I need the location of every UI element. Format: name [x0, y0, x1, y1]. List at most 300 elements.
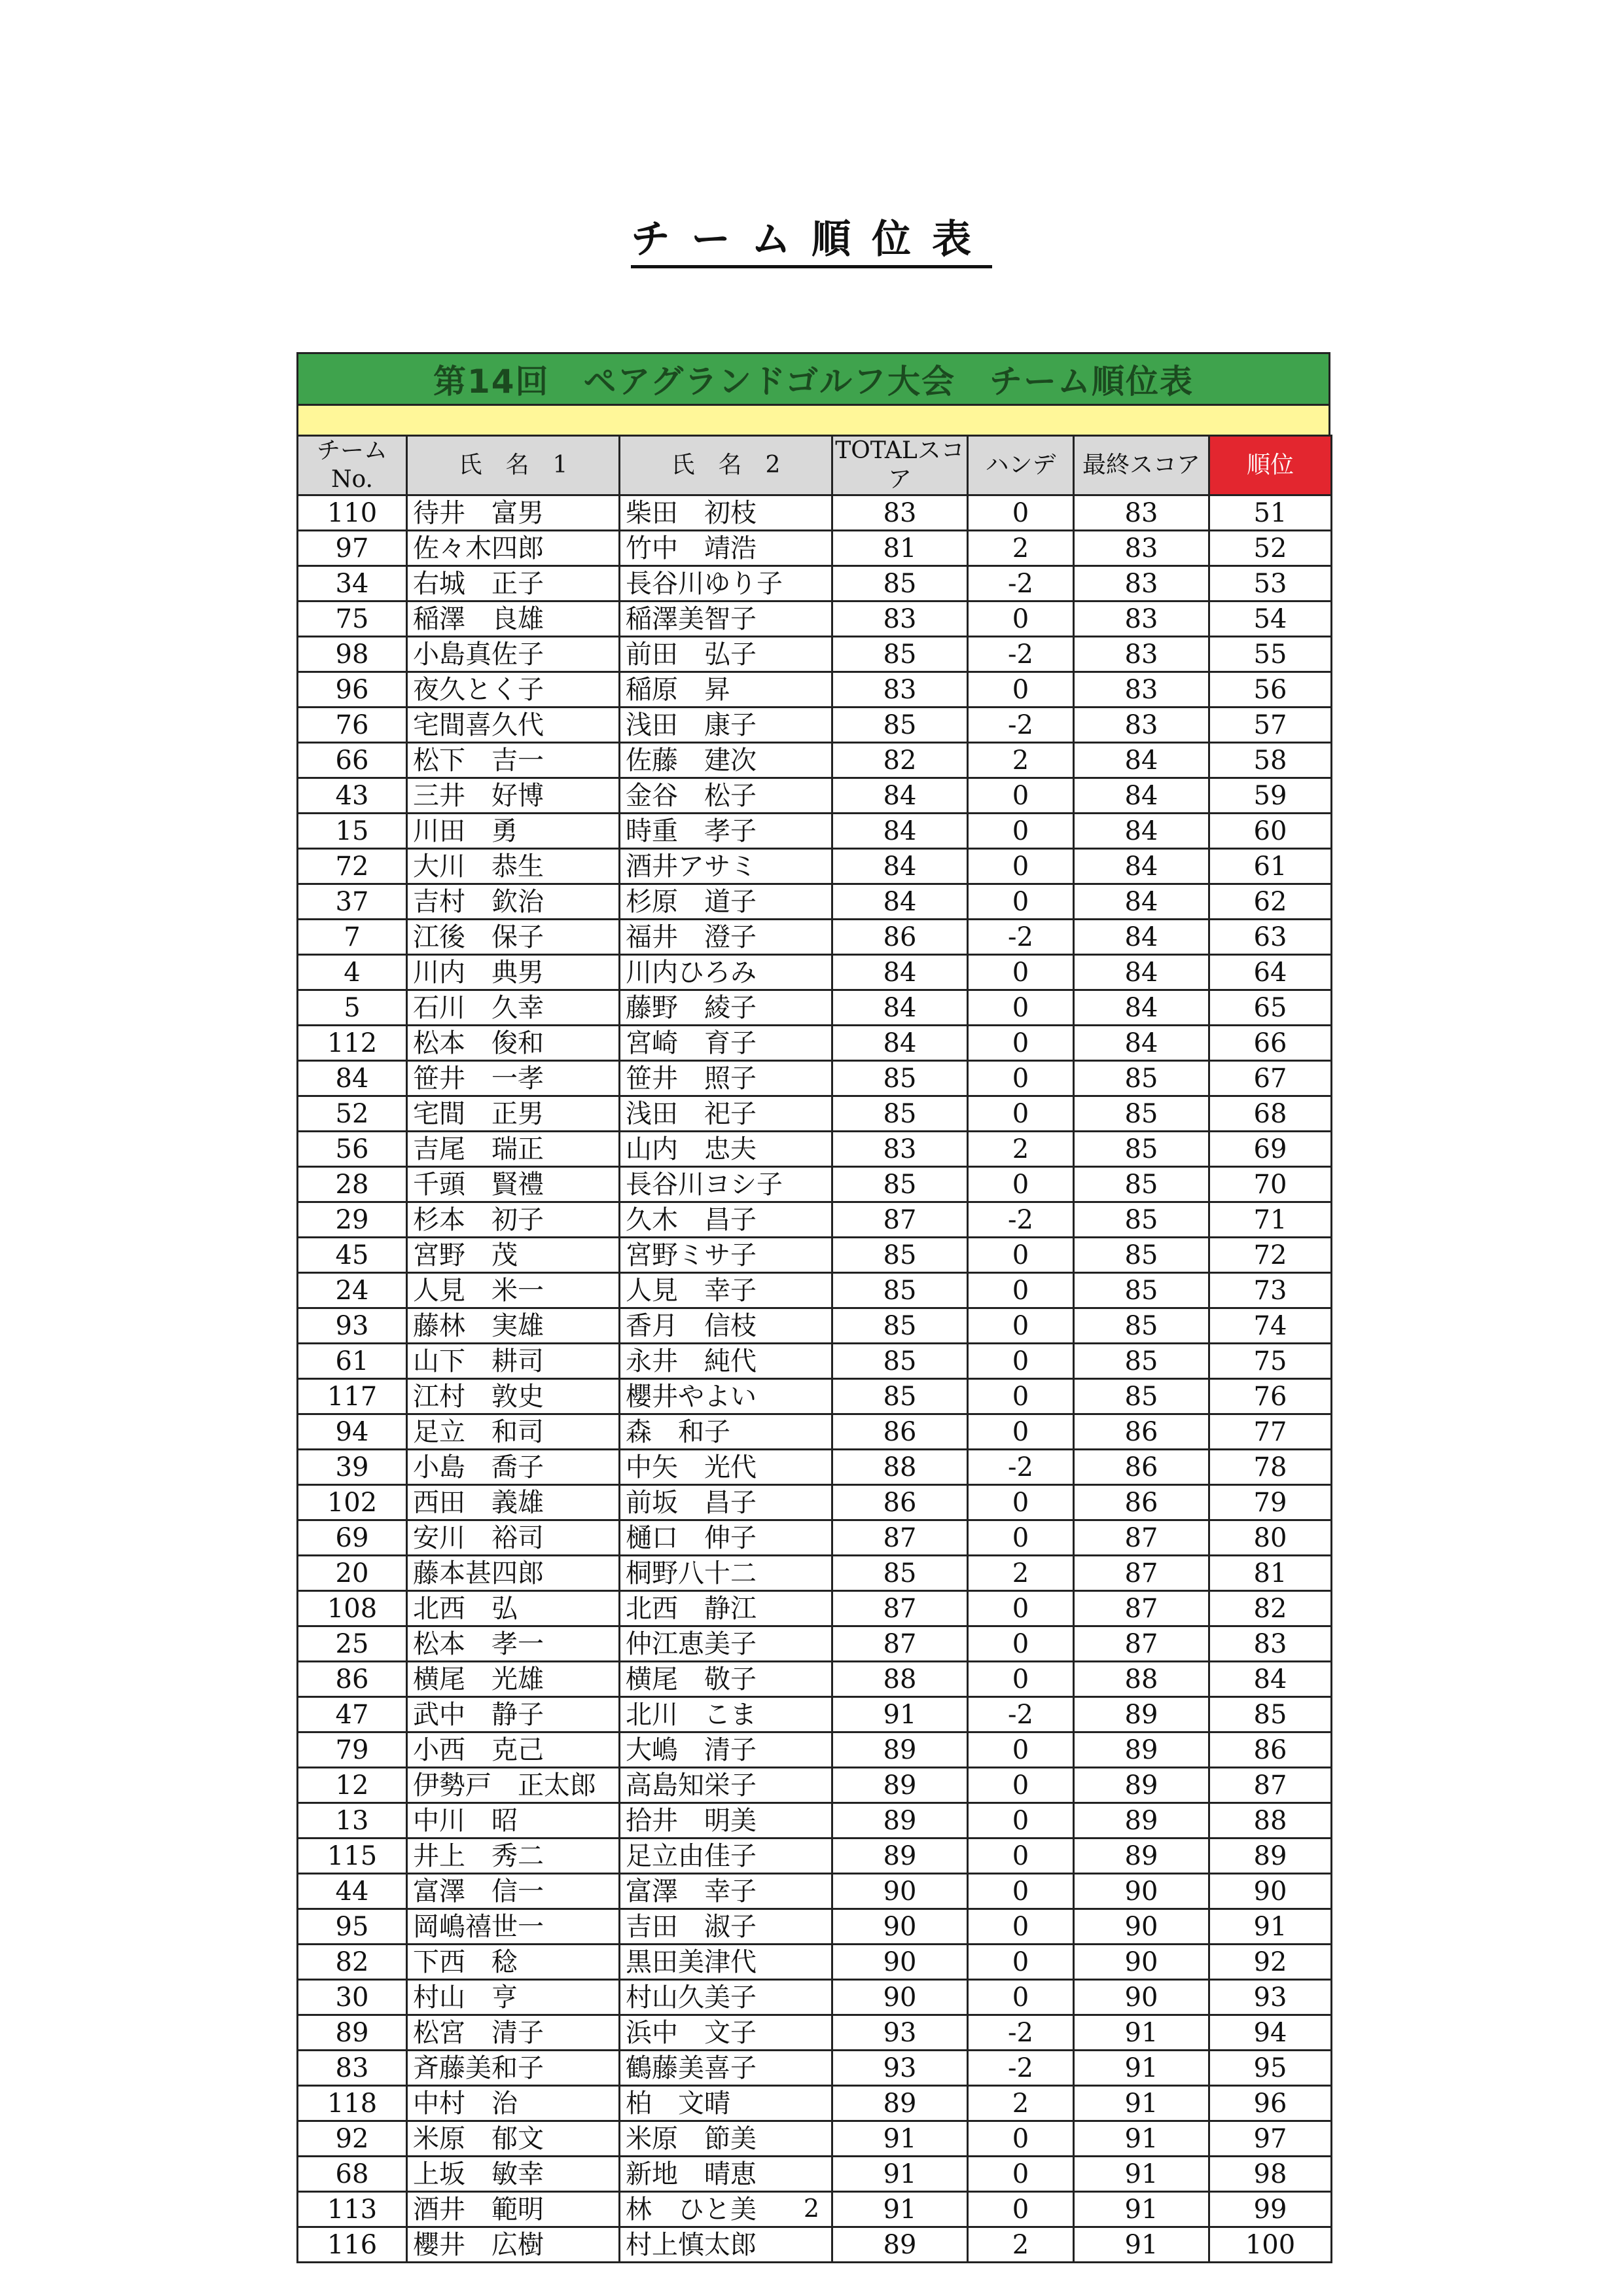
cell-final-score: 84	[1074, 955, 1209, 990]
cell-total-score: 84	[832, 849, 968, 884]
banner-title: 第14回 ペアグランドゴルフ大会 チーム順位表	[296, 352, 1330, 406]
table-row	[298, 1768, 1332, 1803]
cell-team-no: 97	[298, 531, 407, 566]
cell-name-2: 佐藤 建次	[620, 743, 832, 778]
cell-name-1: 笹井 一孝	[407, 1061, 620, 1096]
cell-name-1: 藤本甚四郎	[407, 1556, 620, 1591]
cell-total-score: 85	[832, 1556, 968, 1591]
cell-total-score: 89	[832, 1732, 968, 1768]
table-row	[298, 1238, 1332, 1273]
table-row	[298, 1273, 1332, 1308]
table-row	[298, 1026, 1332, 1061]
cell-final-score: 91	[1074, 2015, 1209, 2051]
cell-rank: 62	[1209, 884, 1332, 920]
cell-team-no: 5	[298, 990, 407, 1026]
cell-rank: 75	[1209, 1344, 1332, 1379]
cell-handicap: 0	[968, 1485, 1074, 1520]
cell-name-1: 武中 静子	[407, 1697, 620, 1732]
cell-name-2: 久木 昌子	[620, 1202, 832, 1238]
cell-name-2: 鶴藤美喜子	[620, 2051, 832, 2086]
table-row	[298, 1379, 1332, 1414]
cell-final-score: 87	[1074, 1520, 1209, 1556]
cell-name-2: 北川 こま	[620, 1697, 832, 1732]
cell-name-2: 笹井 照子	[620, 1061, 832, 1096]
cell-handicap: 0	[968, 955, 1074, 990]
cell-final-score: 91	[1074, 2157, 1209, 2192]
cell-name-2: 香月 信枝	[620, 1308, 832, 1344]
col-rank: 順位	[1209, 436, 1332, 495]
cell-name-2: 人見 幸子	[620, 1273, 832, 1308]
table-row	[298, 1980, 1332, 2015]
cell-team-no: 4	[298, 955, 407, 990]
cell-team-no: 20	[298, 1556, 407, 1591]
cell-team-no: 110	[298, 495, 407, 531]
cell-name-2: 竹中 靖浩	[620, 531, 832, 566]
cell-team-no: 92	[298, 2121, 407, 2157]
cell-total-score: 87	[832, 1520, 968, 1556]
cell-final-score: 83	[1074, 637, 1209, 672]
cell-handicap: 0	[968, 1909, 1074, 1945]
cell-final-score: 91	[1074, 2227, 1209, 2263]
cell-handicap: 2	[968, 2086, 1074, 2121]
cell-name-2: 森 和子	[620, 1414, 832, 1450]
cell-team-no: 45	[298, 1238, 407, 1273]
cell-name-1: 岡嶋禧世一	[407, 1909, 620, 1945]
cell-team-no: 56	[298, 1132, 407, 1167]
table-row	[298, 1626, 1332, 1662]
cell-final-score: 88	[1074, 1662, 1209, 1697]
cell-handicap: 0	[968, 1839, 1074, 1874]
cell-team-no: 12	[298, 1768, 407, 1803]
cell-handicap: 0	[968, 1167, 1074, 1202]
cell-name-1: 川田 勇	[407, 814, 620, 849]
cell-name-2: 大嶋 清子	[620, 1732, 832, 1768]
cell-name-1: 横尾 光雄	[407, 1662, 620, 1697]
cell-rank: 97	[1209, 2121, 1332, 2157]
cell-total-score: 84	[832, 1026, 968, 1061]
cell-handicap: -2	[968, 1697, 1074, 1732]
cell-team-no: 69	[298, 1520, 407, 1556]
cell-name-2: 柴田 初枝	[620, 495, 832, 531]
table-row	[298, 1202, 1332, 1238]
cell-name-1: 小西 克己	[407, 1732, 620, 1768]
cell-name-1: 宅間 正男	[407, 1096, 620, 1132]
table-row	[298, 672, 1332, 708]
cell-name-1: 川内 典男	[407, 955, 620, 990]
cell-team-no: 28	[298, 1167, 407, 1202]
cell-total-score: 85	[832, 1238, 968, 1273]
table-row	[298, 1061, 1332, 1096]
cell-final-score: 84	[1074, 778, 1209, 814]
cell-rank: 59	[1209, 778, 1332, 814]
cell-rank: 63	[1209, 920, 1332, 955]
cell-rank: 76	[1209, 1379, 1332, 1414]
cell-total-score: 91	[832, 2192, 968, 2227]
cell-total-score: 83	[832, 672, 968, 708]
cell-final-score: 86	[1074, 1414, 1209, 1450]
cell-name-2: 黒田美津代	[620, 1945, 832, 1980]
table-row	[298, 1732, 1332, 1768]
table-row	[298, 1556, 1332, 1591]
cell-team-no: 94	[298, 1414, 407, 1450]
table-row	[298, 637, 1332, 672]
cell-final-score: 85	[1074, 1238, 1209, 1273]
cell-total-score: 91	[832, 2121, 968, 2157]
cell-name-1: 上坂 敏幸	[407, 2157, 620, 2192]
cell-rank: 68	[1209, 1096, 1332, 1132]
col-total-score: TOTALスコア	[832, 436, 968, 495]
cell-final-score: 84	[1074, 990, 1209, 1026]
cell-handicap: -2	[968, 566, 1074, 601]
cell-name-2: 桐野八十二	[620, 1556, 832, 1591]
table-row	[298, 2121, 1332, 2157]
cell-rank: 96	[1209, 2086, 1332, 2121]
cell-name-1: 中村 治	[407, 2086, 620, 2121]
cell-name-2: 柏 文晴	[620, 2086, 832, 2121]
cell-team-no: 68	[298, 2157, 407, 2192]
cell-name-2: 高島知栄子	[620, 1768, 832, 1803]
table-row	[298, 1697, 1332, 1732]
cell-rank: 54	[1209, 601, 1332, 637]
cell-handicap: 0	[968, 1803, 1074, 1839]
table-row	[298, 1909, 1332, 1945]
cell-total-score: 93	[832, 2051, 968, 2086]
cell-name-2: 櫻井やよい	[620, 1379, 832, 1414]
cell-final-score: 85	[1074, 1096, 1209, 1132]
cell-final-score: 83	[1074, 601, 1209, 637]
cell-total-score: 88	[832, 1662, 968, 1697]
cell-team-no: 29	[298, 1202, 407, 1238]
cell-name-2: 稲澤美智子	[620, 601, 832, 637]
table-row	[298, 1520, 1332, 1556]
cell-team-no: 76	[298, 708, 407, 743]
cell-name-1: 松本 俊和	[407, 1026, 620, 1061]
cell-total-score: 85	[832, 1096, 968, 1132]
table-row	[298, 2227, 1332, 2263]
cell-handicap: 0	[968, 601, 1074, 637]
cell-name-1: 松宮 清子	[407, 2015, 620, 2051]
cell-total-score: 87	[832, 1202, 968, 1238]
table-row	[298, 920, 1332, 955]
cell-name-2: 米原 節美	[620, 2121, 832, 2157]
cell-total-score: 90	[832, 1945, 968, 1980]
cell-rank: 74	[1209, 1308, 1332, 1344]
cell-total-score: 83	[832, 601, 968, 637]
cell-name-1: 井上 秀二	[407, 1839, 620, 1874]
cell-final-score: 83	[1074, 495, 1209, 531]
table-row	[298, 1132, 1332, 1167]
table-row	[298, 1485, 1332, 1520]
cell-final-score: 90	[1074, 1909, 1209, 1945]
table-row	[298, 2086, 1332, 2121]
col-name-2: 氏 名 2	[620, 436, 832, 495]
cell-handicap: -2	[968, 1202, 1074, 1238]
cell-total-score: 85	[832, 708, 968, 743]
cell-name-1: 北西 弘	[407, 1591, 620, 1626]
cell-team-no: 25	[298, 1626, 407, 1662]
table-row	[298, 778, 1332, 814]
cell-rank: 53	[1209, 566, 1332, 601]
cell-name-2: 長谷川ヨシ子	[620, 1167, 832, 1202]
cell-total-score: 89	[832, 1768, 968, 1803]
cell-final-score: 85	[1074, 1273, 1209, 1308]
col-handicap: ハンデ	[968, 436, 1074, 495]
table-row	[298, 601, 1332, 637]
cell-name-2: 長谷川ゆり子	[620, 566, 832, 601]
cell-final-score: 85	[1074, 1308, 1209, 1344]
cell-name-1: 江後 保子	[407, 920, 620, 955]
cell-rank: 86	[1209, 1732, 1332, 1768]
cell-final-score: 84	[1074, 884, 1209, 920]
cell-handicap: 0	[968, 1238, 1074, 1273]
cell-rank: 100	[1209, 2227, 1332, 2263]
cell-final-score: 89	[1074, 1768, 1209, 1803]
cell-team-no: 116	[298, 2227, 407, 2263]
cell-team-no: 52	[298, 1096, 407, 1132]
cell-name-2: 林 ひと美	[620, 2192, 832, 2227]
cell-rank: 93	[1209, 1980, 1332, 2015]
cell-handicap: 0	[968, 1344, 1074, 1379]
cell-final-score: 90	[1074, 1945, 1209, 1980]
cell-handicap: -2	[968, 1450, 1074, 1485]
cell-final-score: 91	[1074, 2051, 1209, 2086]
cell-team-no: 37	[298, 884, 407, 920]
cell-rank: 80	[1209, 1520, 1332, 1556]
cell-handicap: 0	[968, 495, 1074, 531]
cell-name-2: 吉田 淑子	[620, 1909, 832, 1945]
cell-team-no: 117	[298, 1379, 407, 1414]
cell-team-no: 96	[298, 672, 407, 708]
cell-rank: 87	[1209, 1768, 1332, 1803]
cell-rank: 79	[1209, 1485, 1332, 1520]
cell-total-score: 89	[832, 2227, 968, 2263]
cell-total-score: 91	[832, 1697, 968, 1732]
cell-total-score: 84	[832, 884, 968, 920]
cell-rank: 81	[1209, 1556, 1332, 1591]
cell-rank: 64	[1209, 955, 1332, 990]
cell-total-score: 89	[832, 1839, 968, 1874]
table-body	[298, 495, 1332, 2263]
cell-total-score: 85	[832, 1344, 968, 1379]
cell-total-score: 86	[832, 1414, 968, 1450]
cell-total-score: 90	[832, 1909, 968, 1945]
cell-name-1: 江村 敦史	[407, 1379, 620, 1414]
cell-final-score: 84	[1074, 849, 1209, 884]
cell-final-score: 90	[1074, 1874, 1209, 1909]
cell-team-no: 30	[298, 1980, 407, 2015]
cell-handicap: 0	[968, 2192, 1074, 2227]
cell-team-no: 66	[298, 743, 407, 778]
cell-final-score: 89	[1074, 1697, 1209, 1732]
cell-final-score: 87	[1074, 1591, 1209, 1626]
cell-rank: 98	[1209, 2157, 1332, 2192]
cell-name-2: 稲原 昇	[620, 672, 832, 708]
cell-final-score: 83	[1074, 708, 1209, 743]
cell-total-score: 93	[832, 2015, 968, 2051]
cell-team-no: 98	[298, 637, 407, 672]
cell-rank: 66	[1209, 1026, 1332, 1061]
cell-name-1: 石川 久幸	[407, 990, 620, 1026]
cell-handicap: 0	[968, 1379, 1074, 1414]
cell-rank: 83	[1209, 1626, 1332, 1662]
cell-rank: 52	[1209, 531, 1332, 566]
cell-handicap: -2	[968, 2051, 1074, 2086]
cell-handicap: -2	[968, 920, 1074, 955]
cell-team-no: 24	[298, 1273, 407, 1308]
cell-name-2: 富澤 幸子	[620, 1874, 832, 1909]
cell-rank: 70	[1209, 1167, 1332, 1202]
cell-name-1: 安川 裕司	[407, 1520, 620, 1556]
table-row	[298, 814, 1332, 849]
cell-name-1: 櫻井 広樹	[407, 2227, 620, 2263]
cell-team-no: 113	[298, 2192, 407, 2227]
cell-team-no: 82	[298, 1945, 407, 1980]
table-row	[298, 955, 1332, 990]
cell-name-1: 三井 好博	[407, 778, 620, 814]
cell-name-2: 浅田 祀子	[620, 1096, 832, 1132]
page-number: 2	[803, 2194, 820, 2223]
cell-name-2: 横尾 敬子	[620, 1662, 832, 1697]
cell-final-score: 83	[1074, 531, 1209, 566]
cell-team-no: 13	[298, 1803, 407, 1839]
cell-rank: 90	[1209, 1874, 1332, 1909]
cell-name-1: 山下 耕司	[407, 1344, 620, 1379]
table-row	[298, 1945, 1332, 1980]
cell-name-1: 右城 正子	[407, 566, 620, 601]
cell-name-1: 足立 和司	[407, 1414, 620, 1450]
table-row	[298, 2157, 1332, 2192]
cell-handicap: 0	[968, 1732, 1074, 1768]
cell-team-no: 108	[298, 1591, 407, 1626]
cell-handicap: 0	[968, 1061, 1074, 1096]
cell-rank: 78	[1209, 1450, 1332, 1485]
cell-name-2: 村上慎太郎	[620, 2227, 832, 2263]
table-row	[298, 884, 1332, 920]
cell-team-no: 102	[298, 1485, 407, 1520]
cell-name-1: 千頭 賢禮	[407, 1167, 620, 1202]
cell-final-score: 85	[1074, 1167, 1209, 1202]
cell-rank: 55	[1209, 637, 1332, 672]
table-row	[298, 495, 1332, 531]
cell-total-score: 91	[832, 2157, 968, 2192]
table-row	[298, 990, 1332, 1026]
cell-total-score: 87	[832, 1626, 968, 1662]
ranking-table	[296, 435, 1332, 2263]
cell-total-score: 85	[832, 1167, 968, 1202]
cell-name-1: 吉尾 瑞正	[407, 1132, 620, 1167]
cell-name-2: 足立由佳子	[620, 1839, 832, 1874]
cell-final-score: 84	[1074, 743, 1209, 778]
cell-name-2: 宮野ミサ子	[620, 1238, 832, 1273]
table-row	[298, 1308, 1332, 1344]
cell-total-score: 86	[832, 1485, 968, 1520]
cell-name-1: 伊勢戸 正太郎	[407, 1768, 620, 1803]
cell-rank: 61	[1209, 849, 1332, 884]
cell-final-score: 86	[1074, 1450, 1209, 1485]
table-row	[298, 849, 1332, 884]
cell-total-score: 82	[832, 743, 968, 778]
cell-name-2: 仲江恵美子	[620, 1626, 832, 1662]
cell-team-no: 84	[298, 1061, 407, 1096]
cell-name-1: 佐々木四郎	[407, 531, 620, 566]
cell-total-score: 85	[832, 1061, 968, 1096]
cell-name-1: 小島真佐子	[407, 637, 620, 672]
table-row	[298, 1344, 1332, 1379]
cell-name-2: 前田 弘子	[620, 637, 832, 672]
cell-rank: 84	[1209, 1662, 1332, 1697]
cell-rank: 60	[1209, 814, 1332, 849]
cell-name-1: 米原 郁文	[407, 2121, 620, 2157]
cell-handicap: 0	[968, 814, 1074, 849]
cell-handicap: 2	[968, 1132, 1074, 1167]
cell-handicap: 0	[968, 1308, 1074, 1344]
cell-name-2: 川内ひろみ	[620, 955, 832, 990]
cell-name-1: 人見 米一	[407, 1273, 620, 1308]
col-name-1: 氏 名 1	[407, 436, 620, 495]
cell-final-score: 90	[1074, 1980, 1209, 2015]
cell-final-score: 85	[1074, 1344, 1209, 1379]
table-row	[298, 1167, 1332, 1202]
cell-name-2: 中矢 光代	[620, 1450, 832, 1485]
table-row	[298, 531, 1332, 566]
table-row	[298, 566, 1332, 601]
cell-rank: 72	[1209, 1238, 1332, 1273]
cell-rank: 82	[1209, 1591, 1332, 1626]
cell-name-1: 富澤 信一	[407, 1874, 620, 1909]
cell-total-score: 85	[832, 1379, 968, 1414]
cell-rank: 77	[1209, 1414, 1332, 1450]
cell-final-score: 91	[1074, 2086, 1209, 2121]
cell-rank: 88	[1209, 1803, 1332, 1839]
cell-name-2: 樋口 伸子	[620, 1520, 832, 1556]
cell-rank: 56	[1209, 672, 1332, 708]
table-row	[298, 743, 1332, 778]
cell-final-score: 84	[1074, 814, 1209, 849]
cell-team-no: 47	[298, 1697, 407, 1732]
table-row	[298, 2015, 1332, 2051]
table-row	[298, 1839, 1332, 1874]
cell-handicap: 0	[968, 1626, 1074, 1662]
cell-total-score: 81	[832, 531, 968, 566]
cell-name-2: 拾井 明美	[620, 1803, 832, 1839]
cell-final-score: 83	[1074, 566, 1209, 601]
cell-total-score: 88	[832, 1450, 968, 1485]
cell-final-score: 85	[1074, 1379, 1209, 1414]
cell-team-no: 34	[298, 566, 407, 601]
cell-name-2: 浜中 文子	[620, 2015, 832, 2051]
cell-name-1: 藤林 実雄	[407, 1308, 620, 1344]
cell-handicap: 2	[968, 1556, 1074, 1591]
cell-name-1: 松下 吉一	[407, 743, 620, 778]
cell-name-1: 夜久とく子	[407, 672, 620, 708]
cell-team-no: 83	[298, 2051, 407, 2086]
cell-final-score: 85	[1074, 1061, 1209, 1096]
cell-name-1: 小島 喬子	[407, 1450, 620, 1485]
cell-name-1: 宮野 茂	[407, 1238, 620, 1273]
cell-rank: 69	[1209, 1132, 1332, 1167]
cell-rank: 99	[1209, 2192, 1332, 2227]
table-row	[298, 2051, 1332, 2086]
cell-final-score: 83	[1074, 672, 1209, 708]
cell-final-score: 86	[1074, 1485, 1209, 1520]
cell-handicap: 0	[968, 1414, 1074, 1450]
cell-rank: 89	[1209, 1839, 1332, 1874]
cell-handicap: 0	[968, 1945, 1074, 1980]
cell-handicap: 0	[968, 778, 1074, 814]
cell-team-no: 15	[298, 814, 407, 849]
cell-team-no: 75	[298, 601, 407, 637]
cell-final-score: 89	[1074, 1839, 1209, 1874]
